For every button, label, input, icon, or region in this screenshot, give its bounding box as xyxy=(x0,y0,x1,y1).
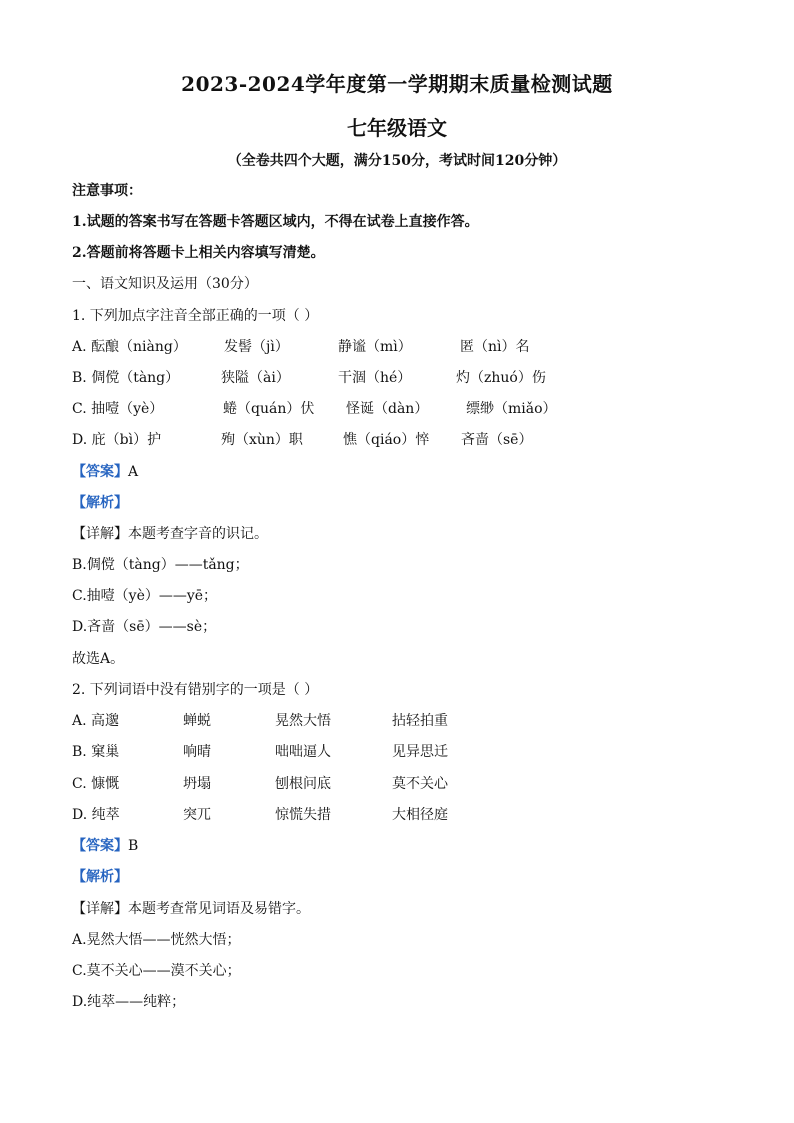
page-subtitle: 七年级语文 xyxy=(347,116,447,140)
exam-info: （全卷共四个大题，满分150分，考试时间120分钟） xyxy=(227,153,567,169)
q2-note-c: C.莫不关心——漠不关心； xyxy=(72,963,241,979)
q2-stem: 2. 下列词语中没有错别字的一项是（ ） xyxy=(72,682,319,698)
q1-option-d-1: D. 庇（bì）护 xyxy=(72,432,162,448)
q2-answer-tag: 【答案】 xyxy=(72,838,128,854)
q2-option-d-1: D. 纯萃 xyxy=(72,807,120,823)
q1-note-b: B.倜傥（tàng）——tǎng； xyxy=(72,557,249,573)
q2-option-a-1: A. 高邈 xyxy=(72,713,120,729)
q1-option-a-4: 匿（nì）名 xyxy=(460,339,530,355)
q2-option-c-3: 刨根问底 xyxy=(275,776,331,792)
q1-option-c-3: 怪诞（dàn） xyxy=(346,401,429,417)
q2-option-d-3: 惊慌失措 xyxy=(275,807,331,823)
q1-note-c: C.抽噎（yè）——yē； xyxy=(72,588,218,604)
q1-option-a-2: 发髻（jì） xyxy=(224,339,289,355)
q1-answer xyxy=(72,462,138,482)
q1-option-b-3: 干涸（hé） xyxy=(338,370,412,386)
notice-item-1: 1.试题的答案书写在答题卡答题区域内，不得在试卷上直接作答。 xyxy=(72,214,479,230)
q2-answer-value: B xyxy=(128,838,139,854)
q1-analysis-tag: 【解析】 xyxy=(72,495,128,511)
q1-stem: 1. 下列加点字注音全部正确的一项（ ） xyxy=(72,308,319,324)
q2-option-b-2: 响晴 xyxy=(183,744,211,760)
q2-analysis-tag: 【解析】 xyxy=(72,869,128,885)
notice-heading: 注意事项： xyxy=(72,183,142,199)
q2-detail-tag: 【详解】 xyxy=(72,901,128,917)
q2-note-a: A.晃然大悟——恍然大悟； xyxy=(72,932,241,948)
q1-option-b-4: 灼（zhuó）伤 xyxy=(456,370,546,386)
section-heading: 一、语文知识及运用（30分） xyxy=(72,276,258,292)
q2-note-d: D.纯萃——纯粹； xyxy=(72,994,186,1010)
q1-detail xyxy=(72,524,268,544)
q1-note-d: D.吝啬（sē）——sè； xyxy=(72,619,217,635)
q2-option-a-3: 晃然大悟 xyxy=(275,713,331,729)
q1-option-a-3: 静谧（mì） xyxy=(338,339,412,355)
q2-option-b-4: 见异思迁 xyxy=(392,744,448,760)
q2-detail xyxy=(72,899,310,919)
q1-option-b-1: B. 倜傥（tàng） xyxy=(72,370,180,386)
q1-option-a-1: A. 酝酿（niàng） xyxy=(72,339,187,355)
q1-option-c-1: C. 抽噎（yè） xyxy=(72,401,164,417)
q1-conclusion: 故选A。 xyxy=(72,651,125,667)
q1-answer-value: A xyxy=(128,464,139,480)
q2-detail-text: 本题考查常见词语及易错字。 xyxy=(128,901,310,917)
q2-option-b-1: B. 窠巢 xyxy=(72,744,120,760)
q1-option-b-2: 狭隘（ài） xyxy=(221,370,290,386)
q2-option-c-2: 坍塌 xyxy=(183,776,211,792)
q1-option-d-2: 殉（xùn）职 xyxy=(221,432,303,448)
q2-option-c-1: C. 慷慨 xyxy=(72,776,120,792)
notice-item-2: 2.答题前将答题卡上相关内容填写清楚。 xyxy=(72,245,325,261)
q1-option-c-2: 蜷（quán）伏 xyxy=(223,401,315,417)
q1-detail-text: 本题考查字音的识记。 xyxy=(128,526,268,542)
q2-answer xyxy=(72,836,138,856)
q1-detail-tag: 【详解】 xyxy=(72,526,128,542)
q1-option-d-4: 吝啬（sē） xyxy=(461,432,533,448)
q2-option-a-4: 拈轻拍重 xyxy=(392,713,448,729)
q2-option-a-2: 蝉蜕 xyxy=(183,713,211,729)
q1-answer-tag: 【答案】 xyxy=(72,464,128,480)
q2-option-d-4: 大相径庭 xyxy=(392,807,448,823)
q1-option-d-3: 憔（qiáo）悴 xyxy=(343,432,430,448)
page-title: 2023-2024学年度第一学期期末质量检测试题 xyxy=(181,72,613,96)
q1-analysis xyxy=(72,493,128,513)
q2-option-d-2: 突兀 xyxy=(183,807,211,823)
q1-option-c-4: 缥缈（miǎo） xyxy=(466,401,557,417)
q2-analysis xyxy=(72,867,128,887)
q2-option-c-4: 莫不关心 xyxy=(392,776,448,792)
q2-option-b-3: 咄咄逼人 xyxy=(275,744,331,760)
